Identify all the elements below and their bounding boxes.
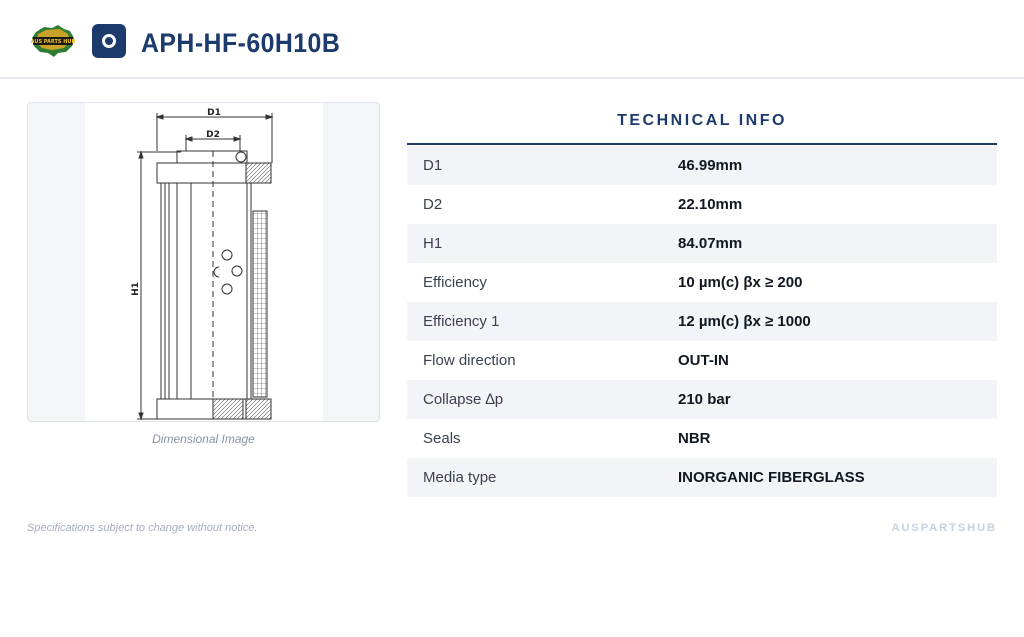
dimensional-image-card <box>27 102 380 422</box>
spec-row <box>407 302 997 341</box>
spec-value: 46.99mm <box>678 157 743 174</box>
spec-label: Collapse ∆p <box>423 391 504 408</box>
spec-row <box>407 263 997 302</box>
spec-label: H1 <box>423 235 443 252</box>
spec-row <box>407 419 997 458</box>
spec-value: NBR <box>678 430 711 447</box>
spec-value: 84.07mm <box>678 235 743 252</box>
spec-row <box>407 146 997 185</box>
spec-label: Efficiency 1 <box>423 313 500 330</box>
spec-label: Seals <box>423 430 461 447</box>
spec-value: OUT-IN <box>678 352 729 369</box>
page-title: APH-HF-60H10B <box>141 28 341 58</box>
label-d1: D1 <box>207 108 221 118</box>
spec-value: INORGANIC FIBERGLASS <box>678 469 865 486</box>
spec-table <box>407 146 997 497</box>
spec-row <box>407 341 997 380</box>
spec-label: Efficiency <box>423 274 487 291</box>
company-logo[interactable] <box>30 22 76 60</box>
label-d2: D2 <box>206 130 220 140</box>
label-h1: H1 <box>131 282 141 296</box>
dimensional-drawing <box>85 103 323 421</box>
title-divider <box>407 143 997 145</box>
spec-label: D2 <box>423 196 443 213</box>
spec-row <box>407 185 997 224</box>
spec-row <box>407 458 997 497</box>
spec-label: Flow direction <box>423 352 516 369</box>
brand-wordmark: AUSPARTSHUB <box>891 522 997 534</box>
spec-value: 12 µm(c) βx ≥ 1000 <box>678 313 811 330</box>
spec-value: 210 bar <box>678 391 731 408</box>
spec-label: D1 <box>423 157 443 174</box>
image-caption: Dimensional Image <box>152 432 255 446</box>
logo-text: AUS PARTS HUB <box>30 39 76 45</box>
page-header <box>0 0 1024 79</box>
technical-info-title: TECHNICAL INFO <box>617 112 787 129</box>
spec-value: 22.10mm <box>678 196 743 213</box>
spec-row <box>407 224 997 263</box>
spec-row <box>407 380 997 419</box>
spec-label: Media type <box>423 469 497 486</box>
filter-icon <box>92 24 126 58</box>
spec-value: 10 µm(c) βx ≥ 200 <box>678 274 803 291</box>
disclaimer-note: Specifications subject to change without notice. <box>27 522 258 534</box>
